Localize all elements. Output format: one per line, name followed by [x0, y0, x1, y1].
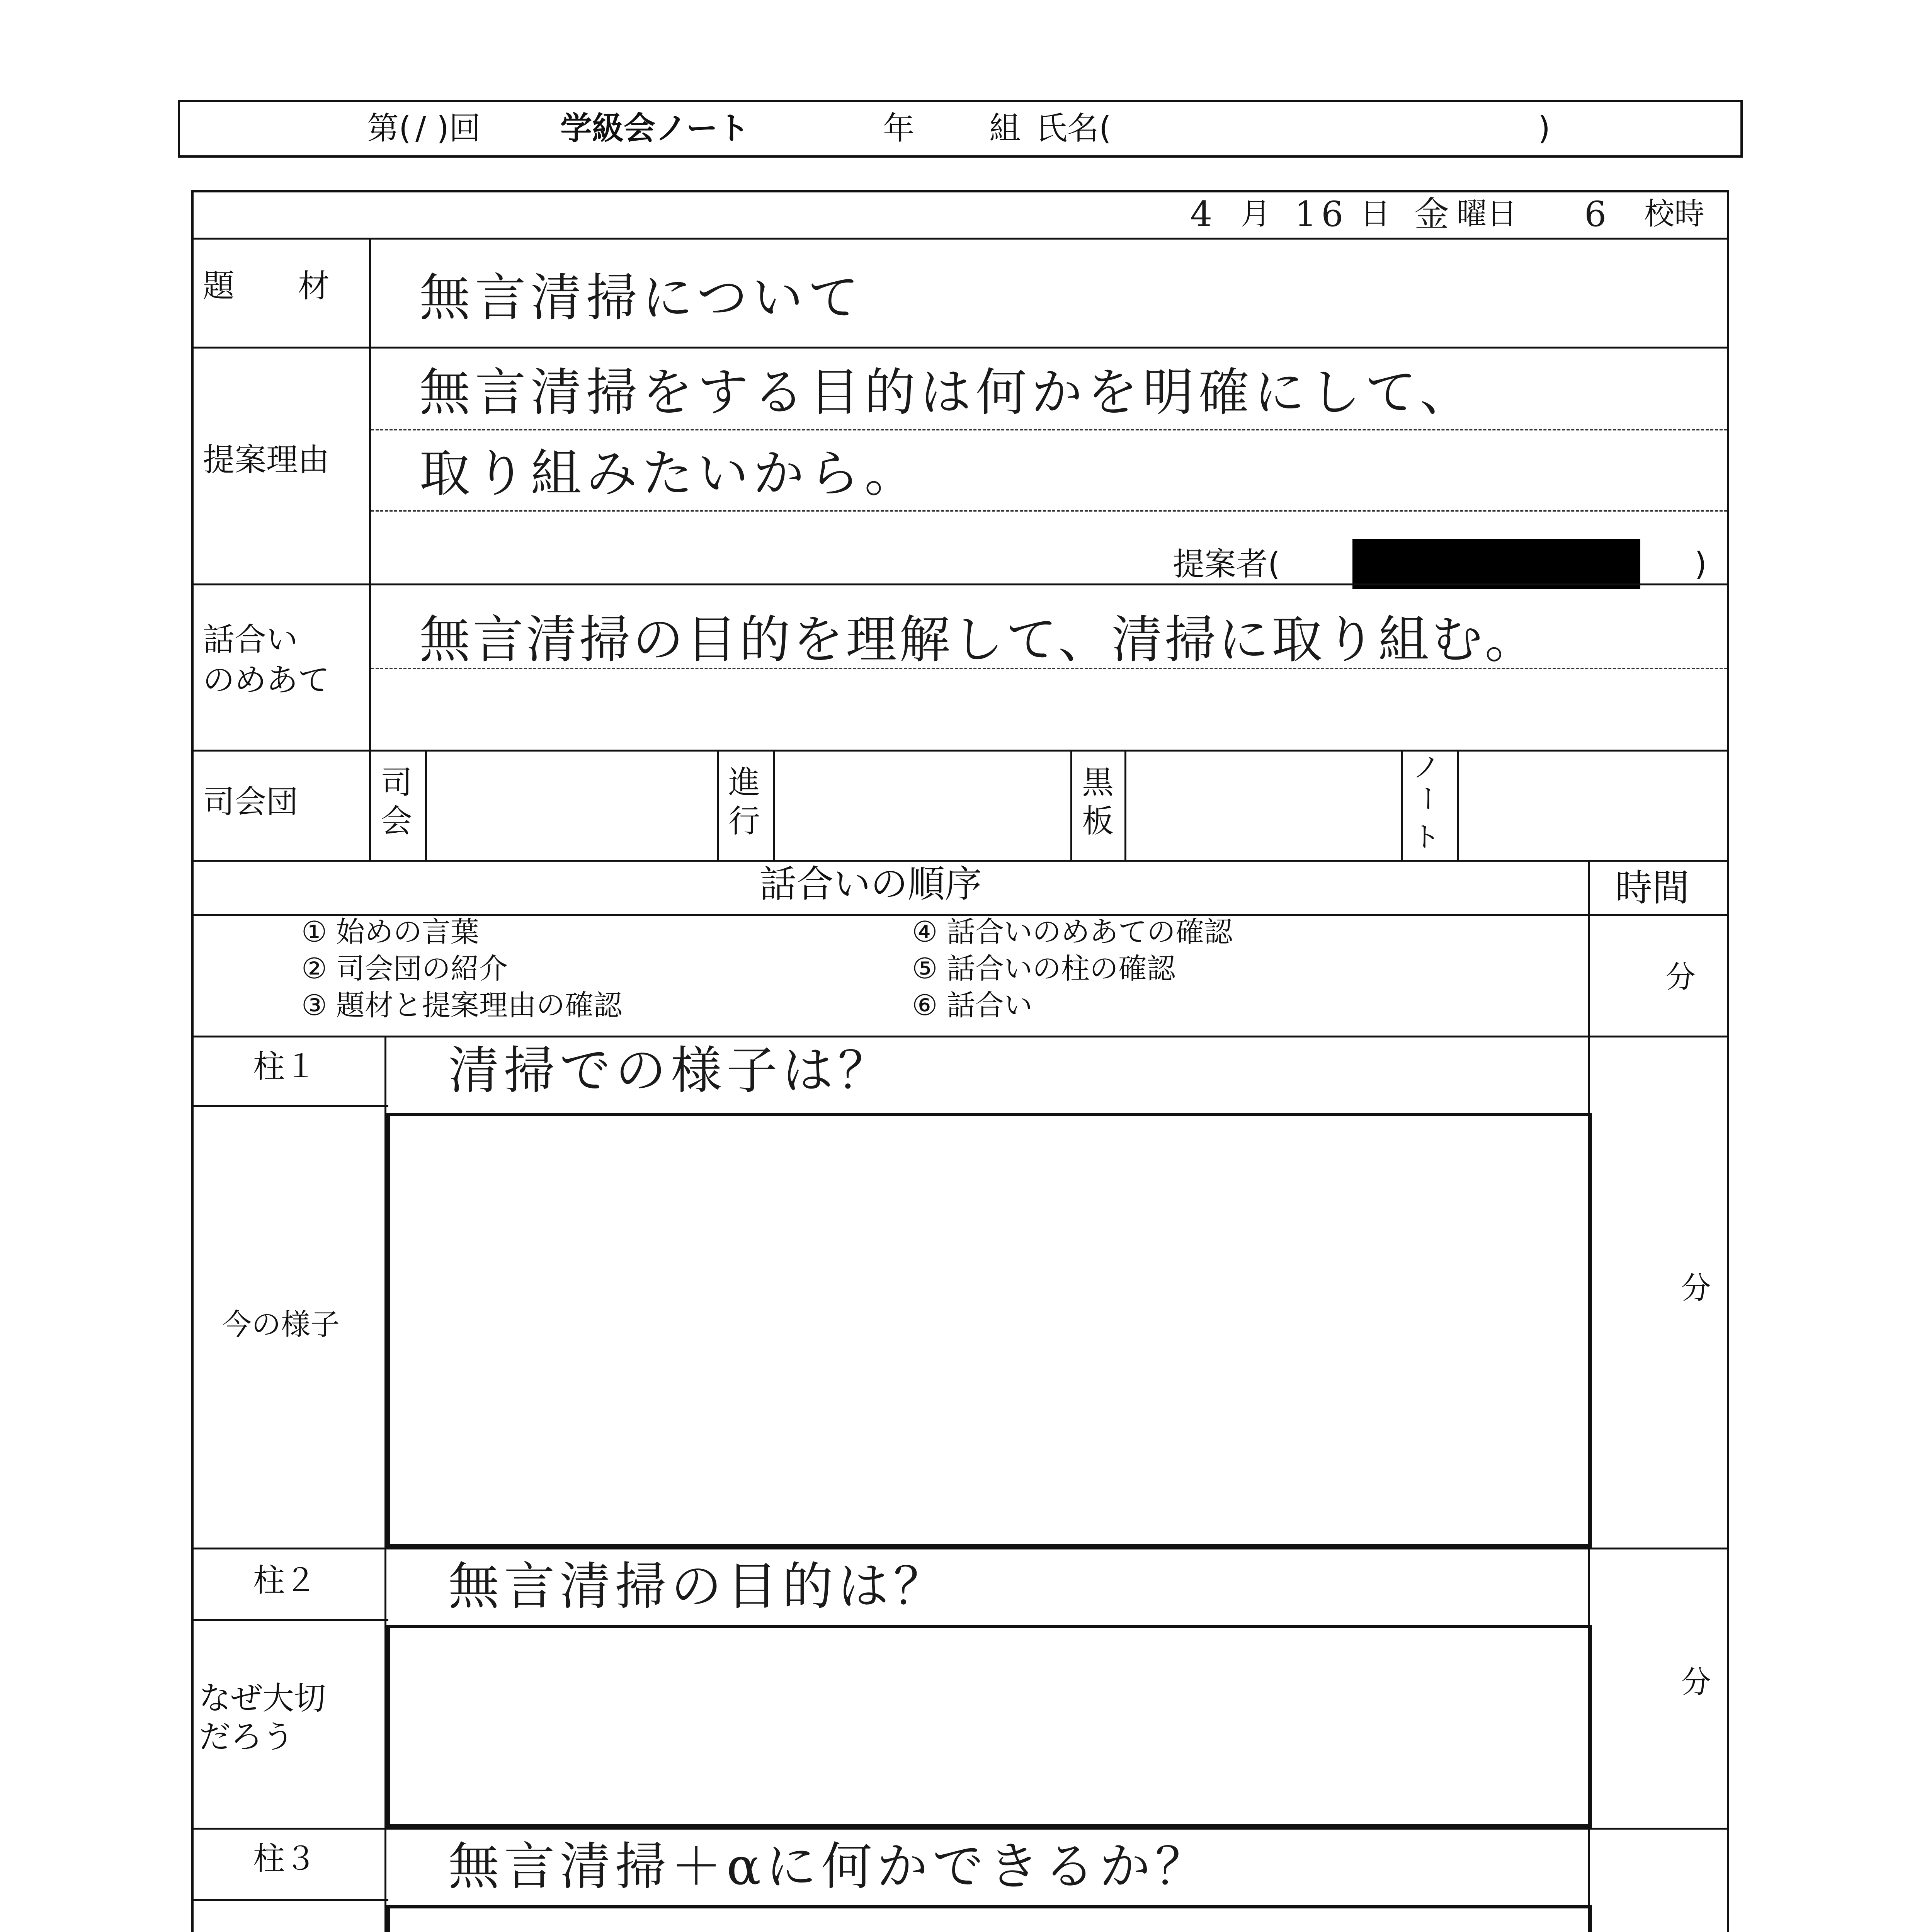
name-close: ): [1538, 110, 1550, 147]
goal-row-divider: [191, 750, 1729, 752]
committee-role-note-1: ノ: [1412, 751, 1441, 784]
committee-divider-5: [1124, 750, 1126, 860]
committee-role-board-2: 板: [1082, 803, 1114, 840]
committee-divider-3: [773, 750, 775, 860]
date-month-label: 月: [1240, 197, 1271, 231]
committee-divider-4: [1070, 750, 1072, 860]
proposer-close: ): [1694, 546, 1707, 583]
date-weekday-label: 曜日: [1457, 197, 1517, 231]
committee-role-note-2: ー: [1410, 784, 1442, 812]
committee-divider-2: [717, 750, 719, 860]
reason-guide-1: [371, 429, 1727, 430]
order-step-1: ① 始めの言葉: [301, 915, 479, 949]
time-header: 時間: [1615, 866, 1689, 910]
topic-row-divider: [191, 347, 1729, 349]
order-step-3: ③ 題材と提案理由の確認: [301, 989, 622, 1022]
pillar-1-answer-box[interactable]: [386, 1113, 1592, 1548]
reason-row-divider: [191, 583, 1729, 585]
pillar-2-question: 無言清掃の目的は？: [448, 1557, 949, 1616]
year-label: 年: [883, 110, 915, 147]
order-minutes: 分: [1665, 960, 1696, 995]
committee-divider-1: [425, 750, 427, 860]
committee-label: 司会団: [203, 784, 298, 820]
goal-value: 無言清掃の目的を理解して、清掃に取り組む。: [419, 610, 1538, 670]
pillar-1-sub-label: 今の様子: [222, 1307, 340, 1342]
committee-role-chair-2: 会: [381, 803, 413, 840]
reason-line-2: 取り組みたいから。: [419, 444, 920, 503]
name-label: 氏名(: [1036, 110, 1111, 147]
goal-guide: [371, 668, 1727, 669]
committee-role-chair-1: 司: [381, 764, 413, 801]
reason-guide-2: [371, 510, 1727, 512]
redacted-proposer-name: [1352, 539, 1640, 589]
lesson-number-prefix: 第(: [367, 110, 411, 147]
committee-divider-7: [1457, 750, 1459, 860]
pillar-2-divider: [191, 1828, 1729, 1830]
order-step-2: ② 司会団の紹介: [301, 952, 508, 985]
order-step-5: ⑤ 話合いの柱の確認: [912, 952, 1175, 985]
pillar-2-label-divider: [191, 1619, 388, 1621]
order-title: 話合いの順序: [759, 862, 982, 906]
committee-role-progress-1: 進: [728, 764, 760, 801]
pillar-1-label: 柱１: [253, 1048, 317, 1085]
proposer-label: 提案者(: [1173, 546, 1280, 583]
goal-label-line-2: のめあて: [203, 662, 330, 699]
pillar-2-sub-label-line-2: だろう: [199, 1719, 294, 1755]
date-period-label: 校時: [1644, 197, 1705, 231]
pillar-1-divider: [191, 1548, 1729, 1549]
date-period-value: 6: [1584, 194, 1611, 235]
pillar-2-label: 柱２: [253, 1562, 317, 1599]
committee-divider-6: [1401, 750, 1403, 860]
lesson-number-suffix: )回: [437, 110, 481, 147]
committee-role-progress-2: 行: [728, 803, 760, 840]
pillar-1-label-divider: [191, 1105, 388, 1107]
label-column-divider-top: [369, 238, 371, 860]
order-steps-divider: [191, 1036, 1729, 1037]
lesson-number-value: /: [415, 110, 426, 147]
committee-role-board-1: 黒: [1082, 764, 1114, 801]
committee-row-divider: [191, 860, 1729, 862]
header-box: [178, 100, 1743, 158]
pillar-3-answer-box[interactable]: [386, 1905, 1592, 1932]
goal-label-line-1: 話合い: [203, 621, 298, 658]
pillar-1-question: 清掃での様子は？: [448, 1041, 893, 1100]
topic-value: 無言清掃について: [419, 268, 864, 328]
pillar-2-minutes: 分: [1681, 1665, 1711, 1700]
pillar-3-label: 柱３: [253, 1840, 317, 1877]
order-step-4: ④ 話合いのめあての確認: [912, 915, 1233, 949]
page-title: 学級会ノート: [560, 110, 750, 147]
pillar-1-minutes: 分: [1681, 1271, 1711, 1306]
reason-label: 提案理由: [203, 442, 330, 478]
topic-label: 題 材: [203, 268, 330, 304]
reason-line-1: 無言清掃をする目的は何かを明確にして、: [419, 363, 1476, 422]
date-day-value: 16: [1294, 194, 1348, 235]
date-row-divider: [191, 238, 1729, 240]
pillar-2-answer-box[interactable]: [386, 1625, 1592, 1828]
date-weekday-value: 金: [1414, 194, 1454, 235]
date-month-value: 4: [1190, 194, 1217, 235]
class-label: 組: [989, 110, 1021, 147]
order-step-6: ⑥ 話合い: [912, 989, 1032, 1022]
pillar-3-question: 無言清掃＋αに何かできるか？: [448, 1837, 1211, 1896]
date-day-label: 日: [1360, 197, 1391, 231]
committee-role-note-3: ト: [1412, 821, 1441, 853]
pillar-2-sub-label-line-1: なぜ大切: [199, 1680, 326, 1717]
pillar-3-label-divider: [191, 1899, 388, 1901]
